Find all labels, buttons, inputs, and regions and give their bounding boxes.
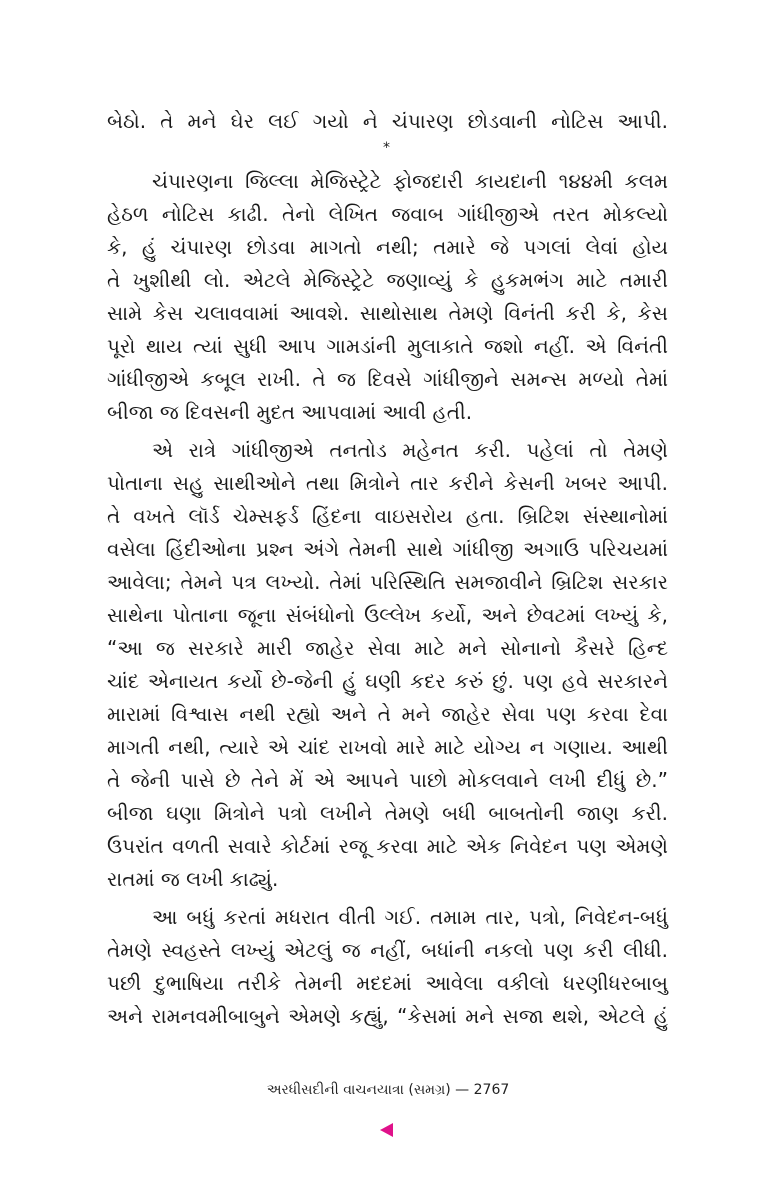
paragraph-3-line: પછી દુભાષિયા તરીકે તેમની મદદમાં આવેલા વકીલો ધરણીધરબાબુ [107,971,668,995]
paragraph-2-line: સાથેના પોતાના જૂના સંબંધોનો ઉલ્લેખ કર્યો, અને છેવટમાં લખ્યું કે, [107,603,668,627]
continuation-line: બેઠો. તે મને ઘેર લઈ ગયો ને ચંપારણ છોડવાની નોટિસ આપી. [107,109,668,133]
paragraph-3-line: આ બધું કરતાં મધરાત વીતી ગઈ. તમામ તાર, પત્રો, નિવેદન-બધું [152,905,668,929]
paragraph-3-line: અને રામનવમીબાબુને એમણે કહ્યું, “કેસમાં મને સજા થશે, એટલે હું [107,1004,668,1028]
paragraph-3-line: તેમણે સ્વહસ્તે લખ્યું એટલું જ નહીં, બધાંની નકલો પણ કરી લીધી. [107,938,668,962]
paragraph-1-line: ગાંધીજીએ કબૂલ રાખી. તે જ દિવસે ગાંધીજીને સમન્સ મળ્યો તેમાં [107,367,668,391]
paragraph-1-line: હેઠળ નોટિસ કાઢી. તેનો લેખિત જવાબ ગાંધીજીએ તરત મોકલ્યો [107,202,668,226]
paragraph-2-line: મારામાં વિશ્વાસ નથી રહ્યો અને તે મને જાહેર સેવા પણ કરવા દેવા [107,702,668,726]
paragraph-2-line: ચાંદ એનાયત કર્યો છે-જેની હું ઘણી કદર કરું છું. પણ હવે સરકારને [107,669,668,693]
paragraph-2-line: ઉપરાંત વળતી સવારે કોર્ટમાં રજૂ કરવા માટે એક નિવેદન પણ એમણે [107,834,668,858]
paragraph-2-line: વસેલા હિંદીઓના પ્રશ્ન અંગે તેમની સાથે ગાંધીજી અગાઉ પરિચયમાં [107,537,668,561]
paragraph-1-line: પૂરો થાય ત્યાં સુધી આપ ગામડાંની મુલાકાતે જશો નહીં. એ વિનંતી [107,334,668,358]
paragraph-2-line: તે જેની પાસે છે તેને મેં એ આપને પાછો મોકલવાને લખી દીધું છે.” [107,768,668,792]
paragraph-2-line: તે વખતે લૉર્ડ ચેમ્સફર્ડ હિંદના વાઇસરોય હતા. બ્રિટિશ સંસ્થાનોમાં [107,504,668,528]
previous-page-arrow-icon[interactable] [380,1123,393,1137]
paragraph-2-line: રાતમાં જ લખી કાઢ્યું. [107,867,279,891]
paragraph-1-line: કે, હું ચંપારણ છોડવા માગતો નથી; તમારે જે પગલાં લેવાં હોય [107,235,668,259]
section-separator: * [383,140,390,156]
paragraph-2-line: પોતાના સહુ સાથીઓને તથા મિત્રોને તાર કરીને કેસની ખબર આપી. [107,471,668,495]
paragraph-2-line: આવેલા; તેમને પત્ર લખ્યો. તેમાં પરિસ્થિતિ સમજાવીને બ્રિટિશ સરકાર [107,570,668,594]
page-footer: અરધીસદીની વાચનયાત્રા (સમગ્ર) — 2767 [266,1082,510,1098]
paragraph-2-line: માગતી નથી, ત્યારે એ ચાંદ રાખવો મારે માટે યોગ્ય ન ગણાય. આથી [107,735,668,759]
paragraph-1-line: બીજા જ દિવસની મુદત આપવામાં આવી હતી. [107,400,473,424]
paragraph-1-line: તે ખુશીથી લો. એટલે મેજિસ્ટ્રેટે જણાવ્યું કે હુકમભંગ માટે તમારી [107,268,668,292]
paragraph-1-line: ચંપારણના જિલ્લા મેજિસ્ટ્રેટે ફોજદારી કાયદાની ૧૪૪મી કલમ [152,169,668,193]
paragraph-2-line: “આ જ સરકારે મારી જાહેર સેવા માટે મને સોનાનો કૈસરે હિન્દ [107,636,668,660]
paragraph-2-line: એ રાત્રે ગાંધીજીએ તનતોડ મહેનત કરી. પહેલાં તો તેમણે [152,438,668,462]
paragraph-1-line: સામે કેસ ચલાવવામાં આવશે. સાથોસાથ તેમણે વિનંતી કરી કે, કેસ [107,301,668,325]
paragraph-2-line: બીજા ઘણા મિત્રોને પત્રો લખીને તેમણે બધી બાબતોની જાણ કરી. [107,801,668,825]
